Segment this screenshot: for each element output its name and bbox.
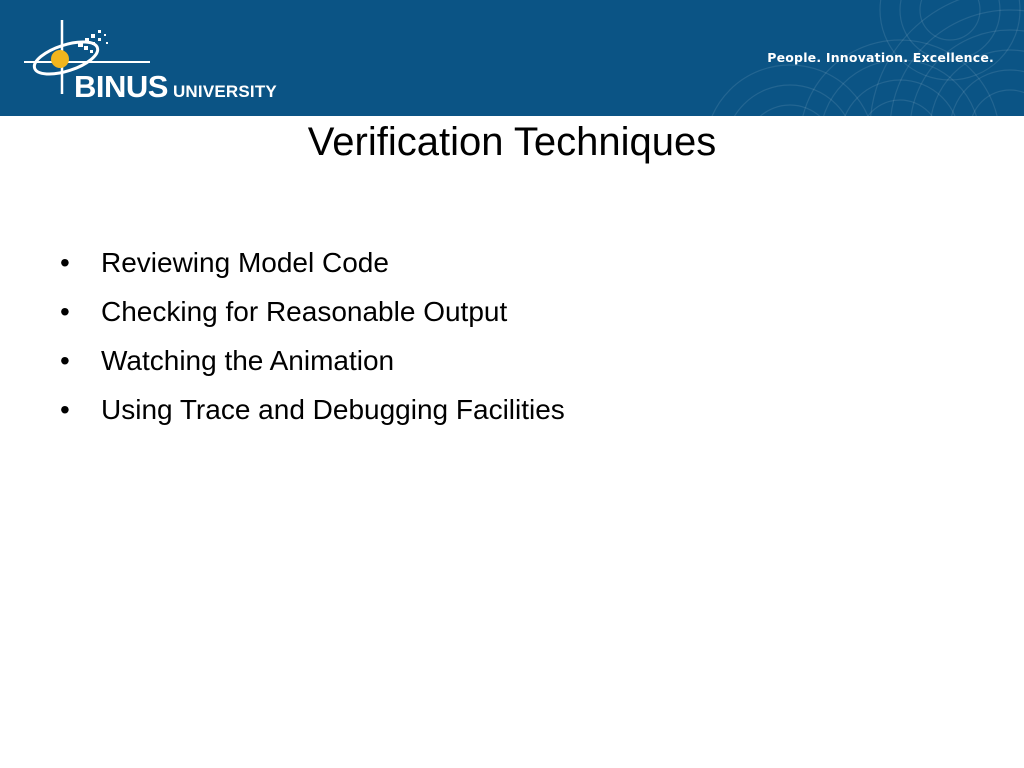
list-item xyxy=(60,287,565,336)
tagline: People. Innovation. Excellence. xyxy=(767,50,994,65)
slide-title: Verification Techniques xyxy=(307,120,717,164)
bullet-text: Checking for Reasonable Output xyxy=(101,296,508,327)
bullet-icon: • xyxy=(60,247,70,278)
binus-logo xyxy=(20,16,310,106)
bullet-text: Reviewing Model Code xyxy=(101,247,389,278)
bullet-text: Using Trace and Debugging Facilities xyxy=(101,394,565,425)
bullet-list xyxy=(60,238,565,434)
bullet-icon: • xyxy=(60,394,70,425)
bullet-icon: • xyxy=(60,296,70,327)
list-item xyxy=(60,238,565,287)
list-item xyxy=(60,336,565,385)
logo-wordmark xyxy=(74,69,277,105)
bullet-icon: • xyxy=(60,345,70,376)
header-banner xyxy=(0,0,1024,116)
logo-brand-text: BINUS xyxy=(74,69,168,104)
list-item xyxy=(60,385,565,434)
logo-suffix-text: UNIVERSITY xyxy=(172,82,277,101)
bullet-text: Watching the Animation xyxy=(101,345,395,376)
